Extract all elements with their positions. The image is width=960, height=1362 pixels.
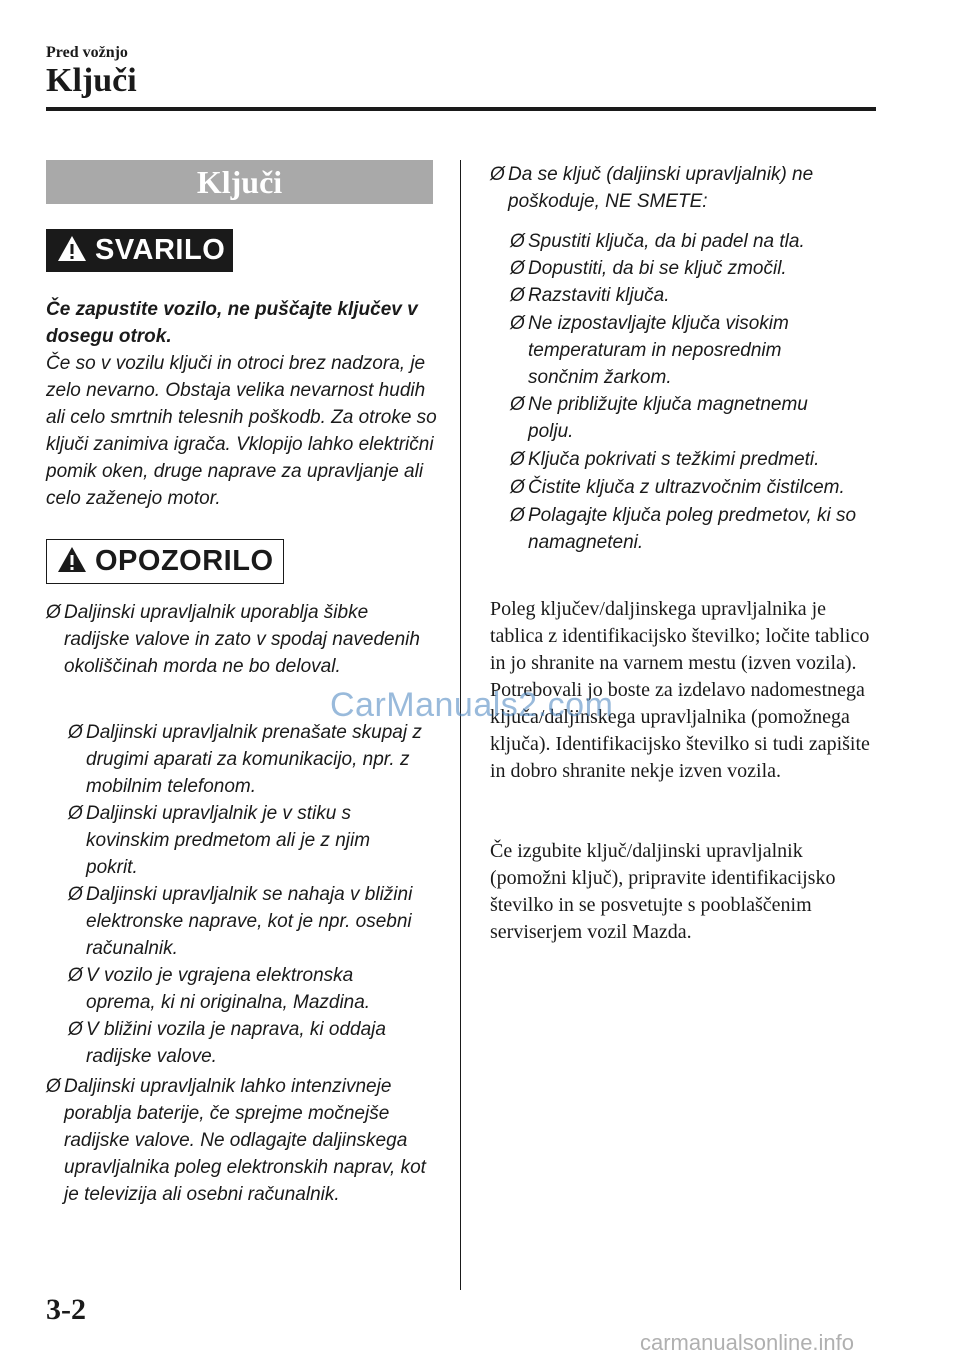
bullet-arrow-icon: Ø — [510, 285, 525, 306]
list-item: Ø V bližini vozila je naprava, ki oddaja radijske valove. — [68, 1016, 408, 1070]
header-rule — [46, 107, 876, 111]
warning-badge — [46, 229, 233, 272]
list-item: Ø Ključa pokrivati s težkimi predmeti. — [510, 446, 880, 473]
bullet-arrow-icon: Ø — [68, 722, 83, 743]
bullet-arrow-icon: Ø — [510, 505, 525, 526]
bullet-arrow-icon: Ø — [510, 477, 525, 498]
bullet-arrow-icon: Ø — [490, 164, 505, 185]
list-item: Ø Da se ključ (daljinski upravljalnik) ne poškoduje, NE SMETE: — [490, 161, 850, 215]
list-item: Ø Spustiti ključa, da bi padel na tla. — [510, 228, 880, 255]
bullet-arrow-icon: Ø — [68, 803, 83, 824]
list-item: Ø Dopustiti, da bi se ključ zmočil. — [510, 255, 880, 282]
list-item: Ø Daljinski upravljalnik se nahaja v bližini elektronske naprave, kot je npr. osebni računalnik. — [68, 881, 438, 962]
list-item: Ø Ne približujte ključa magnetnemu polju. — [510, 391, 840, 445]
bullet-arrow-icon: Ø — [46, 1076, 61, 1097]
page-number: 3-2 — [46, 1293, 86, 1326]
bullet-arrow-icon: Ø — [510, 449, 525, 470]
paragraph-lost-key: Če izgubite ključ/daljinski upravljalnik (pomožni ključ), pripravite identifikacijsko številko in se posvetujte s pooblaščenim serviserjem vozil Mazda. — [490, 840, 836, 943]
bullet-arrow-icon: Ø — [68, 1019, 83, 1040]
list-item: Ø Čistite ključa z ultrazvočnim čistilcem. — [510, 474, 880, 501]
warning-body: Če so v vozilu ključi in otroci brez nadzora, je zelo nevarno. Obstaja velika nevarnost hudih ali celo smrtnih telesnih poškodb. Za otroke so ključi zanimiva igrača. Vklopijo lahko električni pomik oken, druge naprave za upravljanje ali celo zaženejo motor. — [46, 353, 437, 509]
section-label: Pred vožnjo — [46, 44, 128, 61]
bullet-arrow-icon: Ø — [46, 602, 61, 623]
list-item: Ø Daljinski upravljalnik prenašate skupaj z drugimi aparati za komunikacijo, npr. z mobilnim telefonom. — [68, 719, 438, 800]
warning-heading: Če zapustite vozilo, ne puščajte ključev v dosegu otrok. — [46, 299, 418, 347]
warning-text — [46, 296, 441, 512]
list-item: Ø Daljinski upravljalnik je v stiku s kovinskim predmetom ali je z njim pokrit. — [68, 800, 408, 881]
bullet-arrow-icon: Ø — [68, 884, 83, 905]
list-item: Ø Razstaviti ključa. — [510, 282, 880, 309]
bullet-arrow-icon: Ø — [510, 313, 525, 334]
caution-label: OPOZORILO — [95, 545, 274, 577]
caution-badge — [46, 539, 284, 584]
bullet-arrow-icon: Ø — [68, 965, 83, 986]
page-title: Ključi — [46, 62, 137, 99]
warning-triangle-icon — [57, 235, 87, 267]
list-item: Ø V vozilo je vgrajena elektronska oprema, ki ni originalna, Mazdina. — [68, 962, 408, 1016]
list-item: Ø Daljinski upravljalnik uporablja šibke radijske valove in zato v spodaj navedenih okoliščinah morda ne bo deloval. — [46, 599, 421, 680]
caution-triangle-icon — [57, 546, 87, 578]
list-item: Ø Ne izpostavljajte ključa visokim temperaturam in neposrednim sončnim žarkom. — [510, 310, 820, 391]
warning-label: SVARILO — [95, 234, 226, 266]
watermark-footer: carmanualsonline.info — [640, 1330, 855, 1355]
list-item: Ø Polagajte ključa poleg predmetov, ki so namagneteni. — [510, 502, 880, 556]
watermark-logo: CarManuals2.com — [330, 686, 614, 724]
bullet-arrow-icon: Ø — [510, 394, 525, 415]
section-banner: Ključi — [46, 160, 433, 204]
column-divider — [460, 160, 461, 1290]
bullet-arrow-icon: Ø — [510, 258, 525, 279]
bullet-arrow-icon: Ø — [510, 231, 525, 252]
paragraph-id-plate: Poleg ključev/daljinskega upravljalnika je tablica z identifikacijsko številko; ločite tablico in jo shranite na varnem mestu (izven vozila). Potrebovali jo boste za izdelavo nadomestnega ključa/daljinskega upravljalnika (pomožnega ključa). Identifikacijsko številko si tudi zapišite in dobro shranite nekje izven vozila. — [490, 598, 870, 782]
list-item: Ø Daljinski upravljalnik lahko intenzivneje porablja baterije, če sprejme močnejše radijske valove. Ne odlagajte daljinskega upravljalnika poleg elektronskih naprav, kot je televizija ali osebni računalnik. — [46, 1073, 441, 1208]
